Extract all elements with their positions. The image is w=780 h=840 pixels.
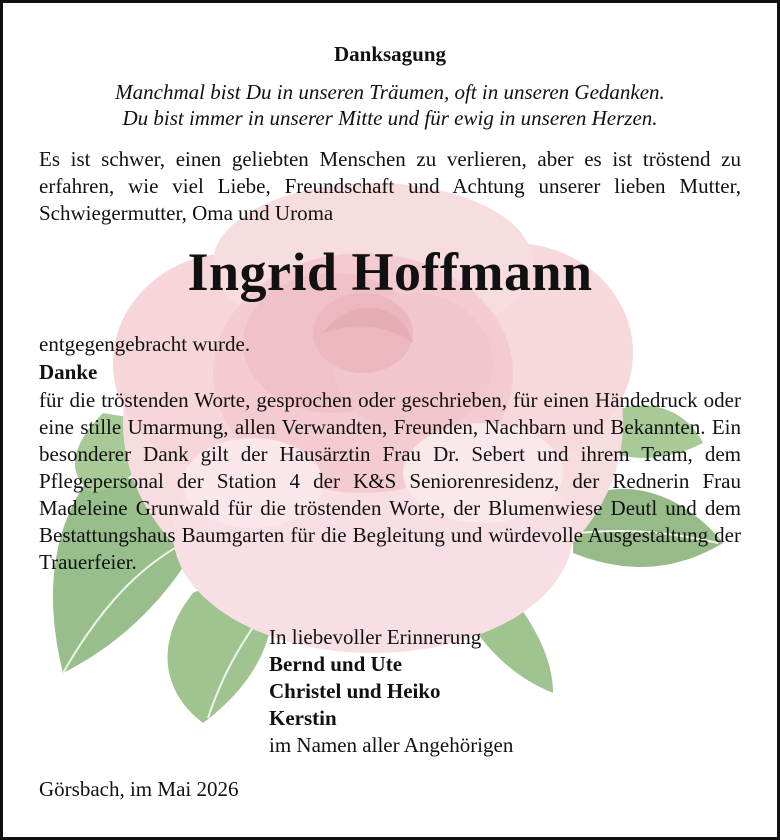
thanks-paragraph: für die tröstenden Worte, gesprochen oder geschrieben, für einen Händedruck oder eine stille Umarmung, allen Verwandten, Freunden, Nachbarn und Bekannten. Ein besonderer Dank gilt der Hausärztin Frau Dr. Sebert und ihrem Team, dem Pflegepersonal der Station 4 der K&S Seniorenresidenz, der Rednerin Frau Madeleine Grunwald für die tröstenden Worte, der Blumenwiese Deutl und dem Bestattungshaus Baumgarten für die Begleitung und würdevolle Ausgestaltung der Trauerfeier.	[39, 388, 741, 574]
signatory-3: Kerstin	[269, 706, 337, 730]
after-name-text: entgegengebracht wurde.	[39, 332, 251, 356]
all-relatives-line: im Namen aller Angehörigen	[269, 733, 514, 757]
notice-heading: Danksagung	[333, 42, 447, 66]
place-date: Görsbach, im Mai 2026	[39, 777, 239, 801]
motto-line-1: Manchmal bist Du in unseren Träumen, oft in unseren Gedanken.	[115, 80, 665, 104]
deceased-name: Ingrid Hoffmann	[187, 242, 593, 302]
intro-paragraph: Es ist schwer, einen geliebten Menschen zu verlieren, aber es ist tröstend zu erfahren, wie viel Liebe, Freundschaft und Achtung unserer lieben Mutter, Schwiegermutter, Oma und Uroma	[39, 147, 741, 225]
thanks-heading: Danke	[39, 360, 98, 384]
closing-line: In liebevoller Erinnerung	[269, 625, 482, 649]
signatory-2: Christel und Heiko	[269, 679, 441, 703]
motto-line-2: Du bist immer in unserer Mitte und für ewig in unseren Herzen.	[122, 106, 658, 130]
signatory-1: Bernd und Ute	[269, 652, 403, 676]
